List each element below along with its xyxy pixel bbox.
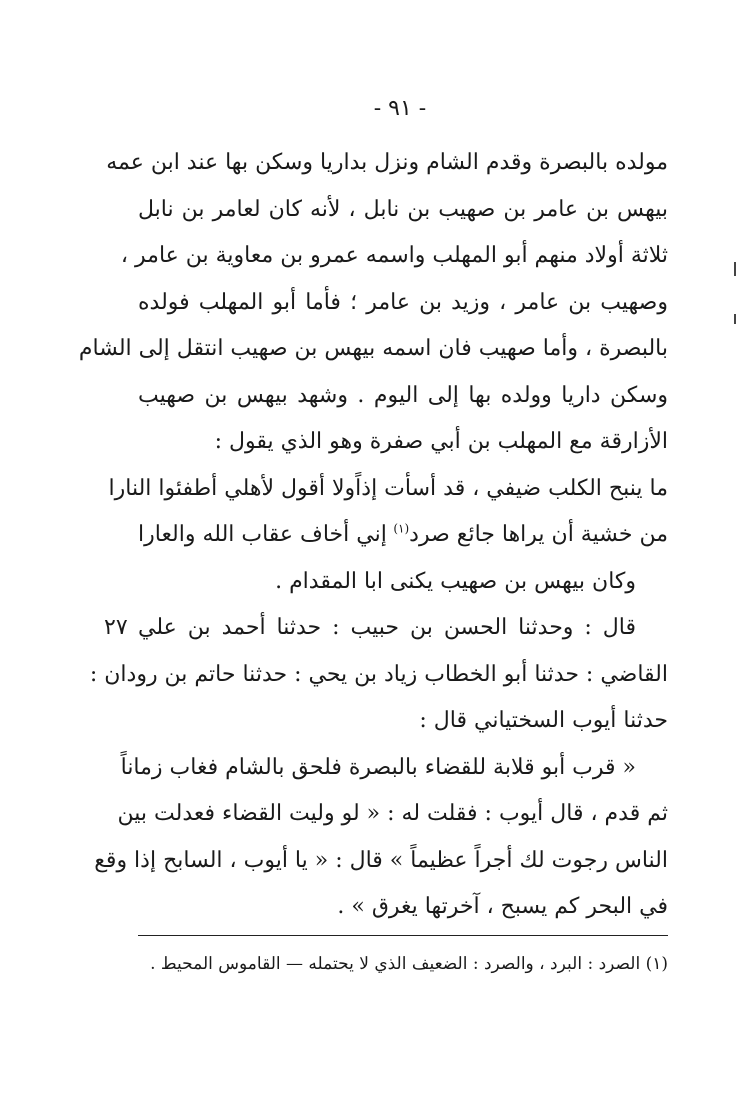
verse-first-text: من خشية أن يراها جائع صرد (409, 522, 668, 547)
text-line: مولده بالبصرة وقدم الشام ونزل بداريا وسكن بها عند ابن عمه (106, 150, 668, 175)
footnote-divider (138, 935, 668, 936)
text-line: بيهس بن عامر بن صهيب بن نابل ، لأنه كان لعامر بن نابل (138, 196, 668, 222)
page-edge-mark (734, 314, 736, 324)
footnote: (١) الصرد : البرد ، والصرد : الضعيف الذي لا يحتمله — القاموس المحيط . (150, 954, 668, 974)
hadith-isnad-line: قال : وحدثنا الحسن بن حبيب : حدثنا أحمد بن علي (138, 615, 636, 640)
page-edge-mark (734, 262, 736, 276)
quote-line: ثم قدم ، قال أيوب : فقلت له : « لو وليت القضاء فعدلت بين (117, 801, 668, 826)
quote-line: في البحر كم يسبح ، آخرتها يغرق » . (337, 894, 668, 919)
hadith-isnad-line: القاضي : حدثنا أبو الخطاب زياد بن يحي : حدثنا حاتم بن رودان : (89, 661, 668, 687)
quote-line: « قرب أبو قلابة للقضاء بالبصرة فلحق بالشام فغاب زماناً (120, 754, 636, 780)
hadith-number: ٢٧ (104, 615, 128, 640)
text-line: وكان بيهس بن صهيب يكنى ابا المقدام . (275, 568, 636, 594)
footnote-reference: (١) (393, 521, 410, 536)
text-line: وصهيب بن عامر ، وزيد بن عامر ؛ فأما أبو المهلب فولده (138, 289, 668, 315)
poem-verse (108, 466, 668, 513)
quote-line: الناس رجوت لك أجراً عظيماً » قال : « يا أيوب ، السابح إذا وقع (94, 847, 668, 873)
text-line: الأزارقة مع المهلب بن أبي صفرة وهو الذي يقول : (214, 429, 668, 454)
hadith-isnad-line: حدثنا أيوب السختياني قال : (419, 708, 668, 733)
poem-verse (138, 512, 668, 559)
text-line: ثلاثة أولاد منهم أبو المهلب واسمه عمرو بن معاوية بن عامر ، (120, 243, 668, 268)
verse-second-hemistich: إني أخاف عقاب الله والعارا (138, 522, 387, 547)
page-number: - ٩١ - (373, 96, 427, 121)
verse-first-hemistich (393, 512, 668, 559)
text-line: بالبصرة ، وأما صهيب فان اسمه بيهس بن صهيب انتقل إلى الشام (78, 336, 668, 361)
verse-first-hemistich: ما ينبح الكلب ضيفي ، قد أسأت إذاً (355, 475, 668, 501)
verse-second-hemistich: ولا أقول لأهلي أطفئوا النارا (108, 475, 356, 501)
text-line: وسكن داريا وولده بها إلى اليوم . وشهد بيهس بن صهيب (138, 382, 668, 408)
